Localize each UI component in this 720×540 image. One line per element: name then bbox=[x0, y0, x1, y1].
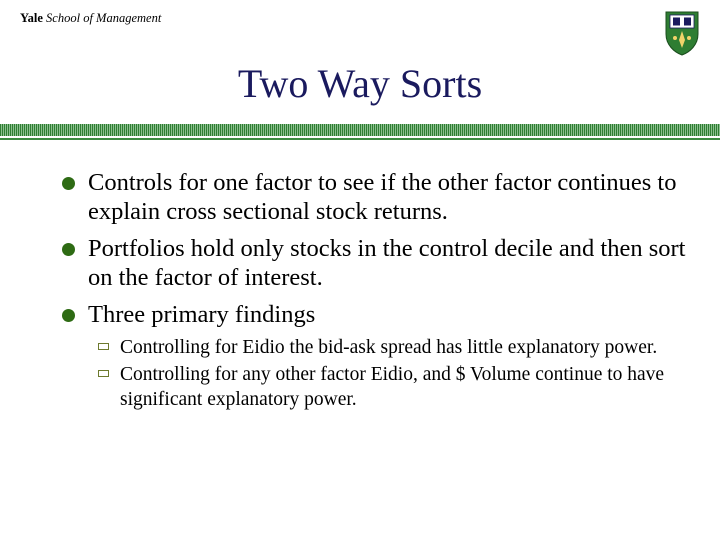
bullet-item bbox=[62, 168, 702, 226]
bullet-dot-icon bbox=[62, 243, 75, 256]
sub-bullet-list bbox=[88, 335, 702, 412]
yale-shield-icon bbox=[664, 10, 700, 56]
institution-name bbox=[20, 11, 161, 26]
institution-name-bold: Yale bbox=[20, 11, 43, 25]
sub-bullet-item bbox=[88, 335, 702, 360]
institution-name-italic: School of Management bbox=[46, 11, 162, 25]
bullet-dot-icon bbox=[62, 309, 75, 322]
bullet-item bbox=[62, 300, 702, 412]
title-divider-underline bbox=[0, 138, 720, 140]
sub-bullet-item bbox=[88, 362, 702, 412]
bullet-text: Portfolios hold only stocks in the control decile and then sort on the factor of interest. bbox=[88, 235, 686, 291]
title-divider bbox=[0, 124, 720, 136]
sub-bullet-text: Controlling for any other factor Eidio, and $ Volume continue to have significant explanatory power. bbox=[120, 364, 665, 410]
sub-bullet-box-icon bbox=[98, 370, 109, 377]
bullet-item bbox=[62, 234, 702, 292]
bullet-list bbox=[62, 168, 702, 420]
slide-title: Two Way Sorts bbox=[237, 61, 483, 106]
bullet-text: Three primary findings bbox=[88, 301, 316, 328]
bullet-dot-icon bbox=[62, 177, 75, 190]
bullet-text: Controls for one factor to see if the other factor continues to explain cross sectional stock returns. bbox=[88, 169, 677, 225]
sub-bullet-text: Controlling for Eidio the bid-ask spread has little explanatory power. bbox=[120, 337, 658, 358]
sub-bullet-box-icon bbox=[98, 343, 109, 350]
